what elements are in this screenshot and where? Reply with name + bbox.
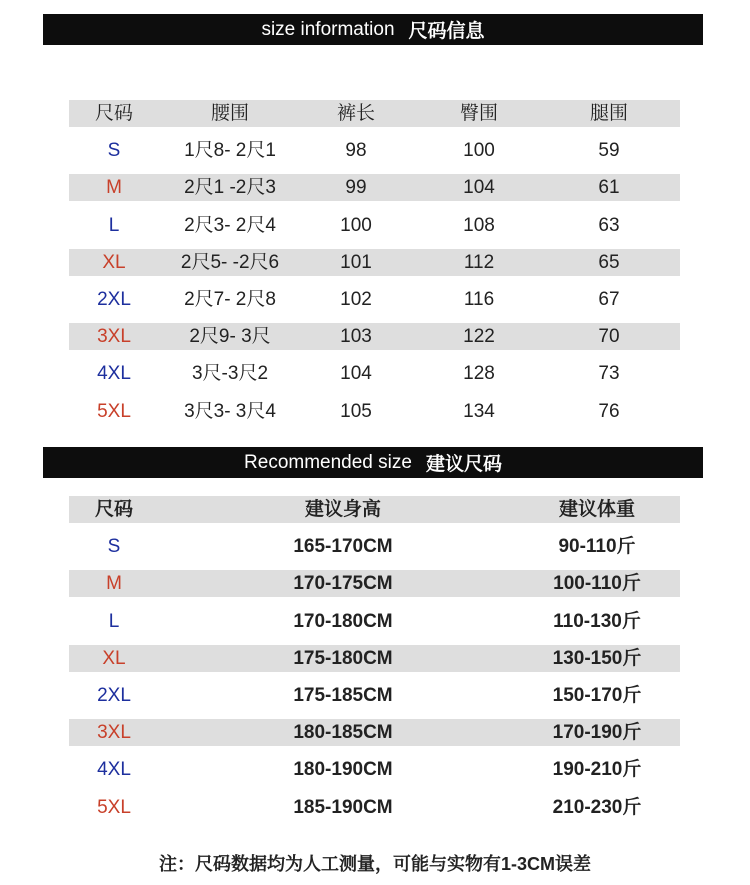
table-row <box>69 756 680 783</box>
length-cell: 98 <box>345 140 367 162</box>
size-cell: S <box>107 140 121 162</box>
weight-cell: 100-110斤 <box>553 573 641 595</box>
hip-cell: 116 <box>463 288 495 310</box>
table-row <box>69 645 680 672</box>
table-row <box>69 682 680 709</box>
size-information-banner <box>43 14 703 45</box>
thigh-cell: 61 <box>598 177 620 199</box>
size-cell: M <box>106 177 122 199</box>
banner-title-en: Recommended size <box>244 451 412 473</box>
waist-cell: 3尺-3尺2 <box>191 363 269 385</box>
height-cell: 175-185CM <box>293 684 393 706</box>
size-cell: 3XL <box>97 722 131 744</box>
size-cell: L <box>108 214 120 236</box>
waist-cell: 3尺3- 3尺4 <box>184 400 276 422</box>
thigh-cell: 65 <box>598 251 620 273</box>
length-cell: 99 <box>345 177 367 199</box>
hip-cell: 100 <box>463 140 495 162</box>
hip-cell: 104 <box>463 177 495 199</box>
hip-cell: 112 <box>463 251 495 273</box>
banner-title-en: size information <box>261 18 395 40</box>
table-row <box>69 533 680 560</box>
size-cell: 5XL <box>97 796 131 818</box>
size-cell: XL <box>102 647 126 669</box>
size-cell: 4XL <box>97 363 131 385</box>
weight-cell: 170-190斤 <box>552 722 642 744</box>
header-cell: 裤长 <box>336 103 376 124</box>
height-cell: 170-180CM <box>293 610 393 632</box>
weight-cell: 150-170斤 <box>552 684 642 706</box>
thigh-cell: 67 <box>598 288 620 310</box>
size-cell: 2XL <box>97 684 131 706</box>
height-cell: 180-190CM <box>293 759 393 781</box>
table-row <box>69 719 680 746</box>
length-cell: 104 <box>340 363 372 385</box>
table-row <box>69 398 680 425</box>
length-cell: 102 <box>340 288 372 310</box>
weight-cell: 210-230斤 <box>552 796 642 818</box>
table-row <box>69 212 680 239</box>
size-cell: 5XL <box>97 400 131 422</box>
weight-cell: 110-130斤 <box>553 610 641 632</box>
weight-cell: 90-110斤 <box>558 536 636 558</box>
waist-cell: 2尺9- 3尺 <box>189 326 271 348</box>
banner-title-zh: 建议尺码 <box>425 454 502 475</box>
hip-cell: 134 <box>463 400 495 422</box>
weight-cell: 190-210斤 <box>552 759 642 781</box>
table-row <box>69 137 680 164</box>
thigh-cell: 76 <box>598 400 620 422</box>
waist-cell: 2尺5- -2尺6 <box>180 251 280 273</box>
table-row <box>69 323 680 350</box>
header-cell: 臀围 <box>459 103 499 124</box>
size-cell: 3XL <box>97 326 131 348</box>
waist-cell: 2尺3- 2尺4 <box>184 214 276 236</box>
table-row <box>69 249 680 276</box>
header-cell: 尺码 <box>94 103 134 124</box>
length-cell: 105 <box>340 400 372 422</box>
size-information-table <box>69 100 680 435</box>
header-cell: 腰围 <box>210 103 250 124</box>
waist-cell: 2尺7- 2尺8 <box>184 288 276 310</box>
height-cell: 185-190CM <box>293 796 393 818</box>
height-cell: 165-170CM <box>293 536 393 558</box>
length-cell: 100 <box>340 214 372 236</box>
height-cell: 180-185CM <box>293 722 393 744</box>
table-row <box>69 608 680 635</box>
recommended-size-table <box>69 496 680 831</box>
table-row <box>69 570 680 597</box>
header-cell: 建议身高 <box>304 499 382 520</box>
height-cell: 175-180CM <box>293 647 393 669</box>
size-cell: 4XL <box>97 759 131 781</box>
size-cell: M <box>106 573 122 595</box>
table-row <box>69 174 680 201</box>
height-cell: 170-175CM <box>293 573 393 595</box>
weight-cell: 130-150斤 <box>552 647 642 669</box>
size-cell: XL <box>102 251 126 273</box>
thigh-cell: 73 <box>598 363 620 385</box>
table-header-row <box>69 100 680 127</box>
thigh-cell: 59 <box>598 140 620 162</box>
waist-cell: 1尺8- 2尺1 <box>184 140 276 162</box>
size-cell: S <box>107 536 121 558</box>
length-cell: 101 <box>340 251 372 273</box>
header-cell: 建议体重 <box>558 499 636 520</box>
header-cell: 腿围 <box>589 103 629 124</box>
hip-cell: 122 <box>463 326 495 348</box>
hip-cell: 128 <box>463 363 495 385</box>
table-row <box>69 360 680 387</box>
thigh-cell: 63 <box>598 214 620 236</box>
table-header-row <box>69 496 680 523</box>
thigh-cell: 70 <box>598 326 620 348</box>
size-cell: 2XL <box>97 288 131 310</box>
length-cell: 103 <box>340 326 372 348</box>
recommended-size-banner <box>43 447 703 478</box>
table-row <box>69 794 680 821</box>
table-row <box>69 286 680 313</box>
measurement-note: 注：尺码数据均为人工测量，可能与实物有1-3CM误差 <box>158 854 591 874</box>
size-cell: L <box>108 610 120 632</box>
hip-cell: 108 <box>463 214 495 236</box>
banner-title-zh: 尺码信息 <box>408 21 485 42</box>
waist-cell: 2尺1 -2尺3 <box>184 177 276 199</box>
header-cell: 尺码 <box>94 499 134 520</box>
